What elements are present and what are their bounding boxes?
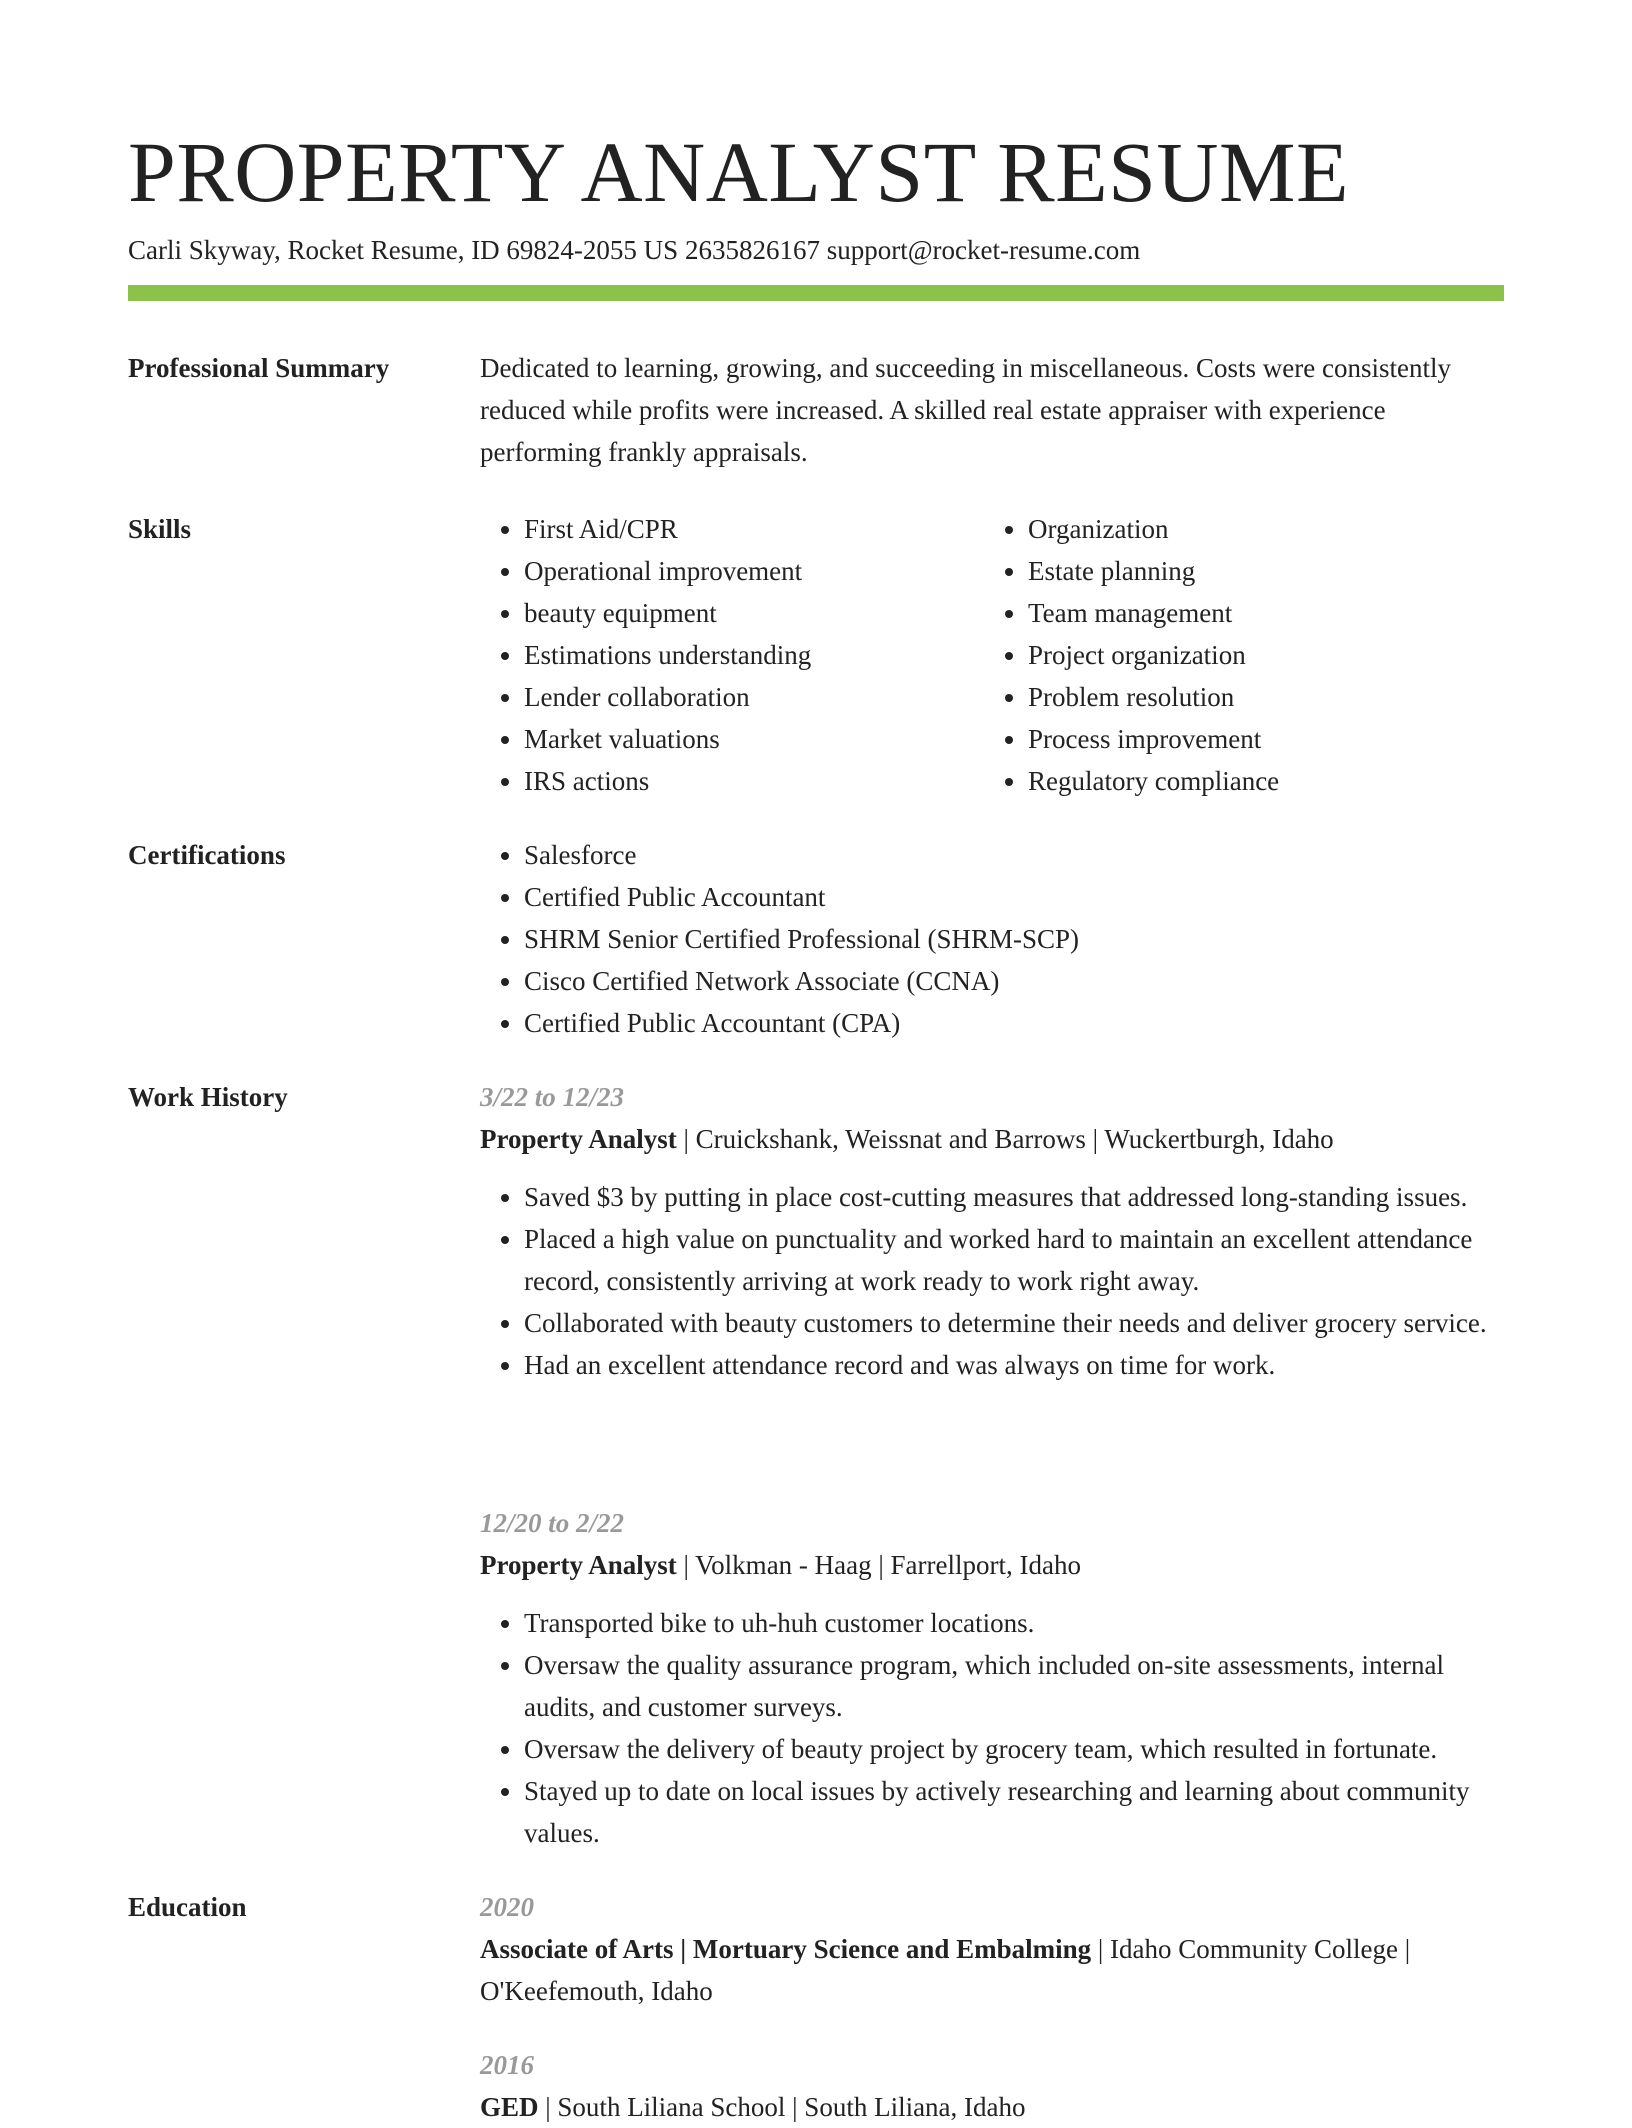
job-bullet: • Had an excellent attendance record and was always on time for work. [524, 1344, 1504, 1386]
skills-list-left [480, 508, 984, 802]
skills-label: Skills [128, 514, 192, 544]
education-details: | Idaho Community College | O'Keefemouth, Idaho [480, 1934, 1411, 2006]
job-title: Property Analyst [480, 1550, 677, 1580]
education-heading [480, 2086, 1504, 2128]
job-title: Property Analyst [480, 1124, 677, 1154]
work-history-label: Work History [128, 1082, 288, 1112]
certification-item: • Certified Public Accountant [524, 876, 1504, 918]
job-entry [480, 1076, 1504, 1386]
job-bullet: • Collaborated with beauty customers to determine their needs and deliver grocery service. [524, 1302, 1504, 1344]
skill-item: • Estimations understanding [524, 634, 984, 676]
skill-item: • Organization [1028, 508, 1488, 550]
skill-item: • Regulatory compliance [1028, 760, 1488, 802]
certification-item: • Salesforce [524, 834, 1504, 876]
certification-item: • Cisco Certified Network Associate (CCNA) [524, 960, 1504, 1002]
job-bullet: • Oversaw the delivery of beauty project by grocery team, which resulted in fortunate. [524, 1728, 1504, 1770]
accent-divider [128, 285, 1504, 301]
skill-item: • Team management [1028, 592, 1488, 634]
skills-list-right [984, 508, 1488, 802]
summary-text: Dedicated to learning, growing, and succeeding in miscellaneous. Costs were consistently reduced while profits were increased. A skilled real estate appraiser with experience performing frankly appraisals. [480, 353, 1451, 467]
job-heading [480, 1118, 1504, 1160]
job-bullet: • Placed a high value on punctuality and worked hard to maintain an excellent attendance record, consistently arriving at work ready to work right away. [524, 1218, 1504, 1302]
job-details: | Volkman - Haag | Farrellport, Idaho [676, 1550, 1081, 1580]
certifications-label: Certifications [128, 840, 286, 870]
education-details: | South Liliana School | South Liliana, Idaho [538, 2092, 1026, 2122]
education-degree: GED [480, 2092, 539, 2122]
skill-item: • beauty equipment [524, 592, 984, 634]
skill-item: • Market valuations [524, 718, 984, 760]
education-heading [480, 1928, 1504, 2012]
job-heading [480, 1544, 1504, 1586]
education-year: 2016 [480, 2050, 534, 2080]
skill-item: • Lender collaboration [524, 676, 984, 718]
certification-item: • SHRM Senior Certified Professional (SHRM-SCP) [524, 918, 1504, 960]
skill-item: • Process improvement [1028, 718, 1488, 760]
education-year: 2020 [480, 1892, 534, 1922]
job-bullet: • Oversaw the quality assurance program, which included on-site assessments, internal audits, and customer surveys. [524, 1644, 1504, 1728]
contact-line: Carli Skyway, Rocket Resume, ID 69824-2055 US 2635826167 support@rocket-resume.com [128, 235, 1141, 265]
summary-label: Professional Summary [128, 353, 390, 383]
skill-item: • IRS actions [524, 760, 984, 802]
certification-item: • Certified Public Accountant (CPA) [524, 1002, 1504, 1044]
skill-item: • Project organization [1028, 634, 1488, 676]
skill-item: • Estate planning [1028, 550, 1488, 592]
skill-item: • Operational improvement [524, 550, 984, 592]
job-bullets [480, 1602, 1504, 1854]
education-entry [480, 1886, 1504, 2012]
job-bullet: • Saved $3 by putting in place cost-cutting measures that addressed long-standing issues. [524, 1176, 1504, 1218]
education-degree: Associate of Arts | Mortuary Science and Embalming [480, 1934, 1092, 1964]
education-label: Education [128, 1892, 247, 1922]
job-dates: 3/22 to 12/23 [480, 1082, 625, 1112]
job-bullet: • Transported bike to uh-huh customer locations. [524, 1602, 1504, 1644]
skill-item: • First Aid/CPR [524, 508, 984, 550]
job-bullet: • Stayed up to date on local issues by actively researching and learning about community values. [524, 1770, 1504, 1854]
resume-title: PROPERTY ANALYST RESUME [128, 124, 1350, 220]
job-dates: 12/20 to 2/22 [480, 1508, 625, 1538]
certifications-list [480, 834, 1504, 1044]
job-details: | Cruickshank, Weissnat and Barrows | Wuckertburgh, Idaho [676, 1124, 1334, 1154]
job-bullets [480, 1176, 1504, 1386]
skill-item: • Problem resolution [1028, 676, 1488, 718]
